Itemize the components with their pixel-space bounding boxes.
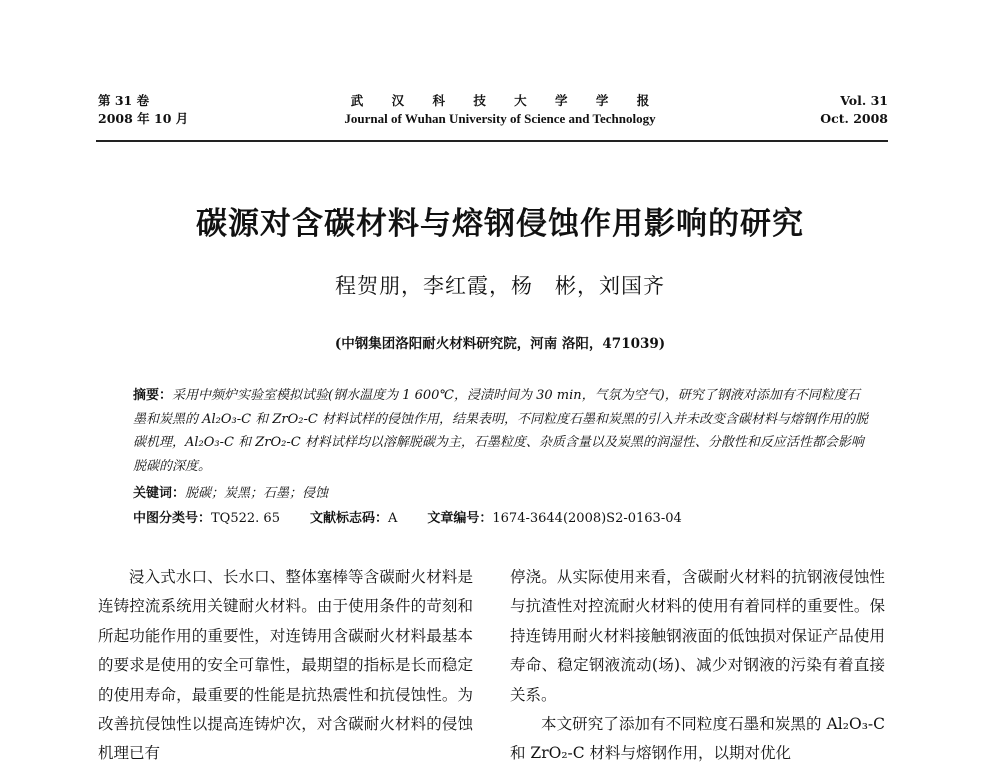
abstract-text: 采用中频炉实验室模拟试验(钢水温度为 1 600℃，浸渍时间为 30 min，气氛为空气)，研究了钢液对添加有不同粒度石墨和炭黑的 Al₂O₃-C 和 ZrO₂-C 材料试样的侵蚀作用，结果表明，不同粒度石墨和炭黑的引入并未改变含碳材料与熔钢作用的脱碳机理，Al₂O₃-C 和 ZrO₂-C 材料试样均以溶解脱碳为主，石墨粒度、杂质含量以及炭黑的润湿性、分散性和反应活性都会影响脱碳的深度。 xyxy=(133,388,868,474)
paper-title: 碳源对含碳材料与熔钢侵蚀作用影响的研究 xyxy=(196,206,804,242)
clc-label: 中图分类号： xyxy=(133,511,212,526)
body-paragraph: 浸入式水口、长水口、整体塞棒等含碳耐火材料是连铸控流系统用关键耐火材料。由于使用条件的苛刻和所起功能作用的重要性，对连铸用含碳耐火材料最基本的要求是使用的安全可靠性，最期望的指标是长而稳定的使用寿命，最重要的性能是抗热震性和抗侵蚀性。为改善抗侵蚀性以提高连铸炉次，对含碳耐火材料的侵蚀机理已有 xyxy=(98,568,473,763)
date-cn: 2008 年 10 月 xyxy=(98,111,189,126)
article-number-label: 文章编号： xyxy=(427,511,493,526)
volume-en: Vol. 31 xyxy=(840,93,888,108)
author-list: 程贺朋，李红霞，杨 彬，刘国齐 xyxy=(335,274,665,298)
body-column-left xyxy=(98,563,473,769)
body-paragraph: 停浇。从实际使用来看，含碳耐火材料的抗钢液侵蚀性与抗渣性对控流耐火材料的使用有着同样的重要性。保持连铸用耐火材料接触钢液面的低蚀损对保证产品使用寿命、稳定钢液流动(场)、减少对钢液的污染有着直接关系。 xyxy=(510,568,885,704)
body-column-right xyxy=(510,563,885,769)
date-en: Oct. 2008 xyxy=(820,111,888,126)
doc-code-value: A xyxy=(387,511,398,526)
keywords-label: 关键词： xyxy=(133,486,186,501)
header-right xyxy=(820,92,888,128)
journal-name-en: Journal of Wuhan University of Science and Technology xyxy=(344,111,656,126)
volume-cn: 第 31 卷 xyxy=(98,93,150,108)
article-number-value: 1674-3644(2008)S2-0163-04 xyxy=(492,511,682,526)
classification-line xyxy=(133,509,893,529)
keywords-text: 脱碳；炭黑；石墨；侵蚀 xyxy=(185,486,329,501)
doc-code-label: 文献标志码： xyxy=(309,511,388,526)
affiliation: (中钢集团洛阳耐火材料研究院，河南 洛阳，471039) xyxy=(334,336,666,352)
abstract xyxy=(133,384,868,478)
clc-value: TQ522. 65 xyxy=(211,511,280,526)
body-paragraph: 本文研究了添加有不同粒度石墨和炭黑的 Al₂O₃-C 和 ZrO₂-C 材料与熔钢作用，以期对优化 xyxy=(510,715,885,763)
journal-name-cn: 武 汉 科 技 大 学 学 报 xyxy=(350,93,662,108)
header-rule xyxy=(96,140,888,142)
keywords xyxy=(133,484,868,504)
abstract-label: 摘要： xyxy=(133,388,173,403)
